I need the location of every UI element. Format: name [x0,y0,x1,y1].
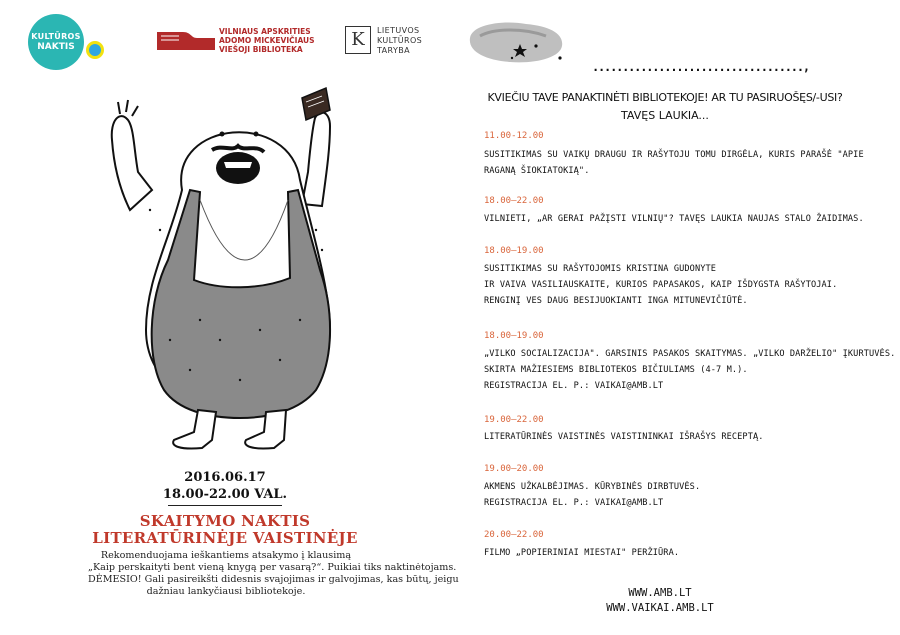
schedule-text: VILNIETI, „AR GERAI PAŽĮSTI VILNIŲ"? TAVĘS LAUKIA NAUJAS STALO ŽAIDIMAS. [484,214,864,224]
website-link[interactable]: WWW.AMB.LT [628,587,692,599]
schedule-text: LITERATŪRINĖS VAISTINĖS VAISTININKAI IŠRAŠYS RECEPTĄ. [484,432,764,442]
schedule-time: 18.00–19.00 [484,331,544,341]
website-link[interactable]: WWW.VAIKAI.AMB.LT [606,602,714,614]
invite-heading: KVIEČIU TAVE PANAKTINĖTI BIBLIOTEKOJE! AR TU PASIRUOŠĘS/-USI? [487,91,843,104]
event-time: 18.00-22.00 VAL. [162,487,288,502]
description-line: „Kaip perskaityti bent vieną knygą per vasarą?“. Puikiai tiks naktinėtojams. [88,562,457,573]
library-book-logo-icon [157,30,215,52]
schedule-text: REGISTRACIJA EL. P.: VAIKAI@AMB.LT [484,498,664,508]
event-title-line-2: LITERATŪRINĖJE VAISTINĖJE [92,529,358,547]
description-line: DĖMESIO! Gali pasireikšti didesnis svajojimas ir galvojimas, kas būtų, jeigu [88,574,459,585]
description-line: Rekomenduojama ieškantiems atsakymo į klausimą [100,550,352,561]
divider [168,505,282,506]
library-name: VILNIAUS APSKRITIES ADOMO MICKEVIČIAUS VIEŠOJI BIBLIOTEKA [219,27,315,54]
schedule-text: AKMENS UŽKALBĖJIMAS. KŪRYBINĖS DIRBTUVĖS. [484,482,701,492]
moon-icon [86,41,104,59]
description-line: dažniau lankyčiausi bibliotekoje. [146,586,306,597]
schedule-text: SKIRTA MAŽIESIEMS BIBLIOTEKOS BIČIULIAMS (4-7 M.). [484,365,748,375]
monster-reading-illustration [90,80,390,465]
greeting-blank-line: ..................................., [592,60,809,74]
schedule-text: RAGANĄ ŠIOKIATOKIĄ". [484,166,590,176]
schedule-text: „VILKO SOCIALIZACIJA". GARSINIS PASAKOS SKAITYMAS. „VILKO DARŽELIO" ĮKURTUVĖS. [484,349,896,359]
schedule-text: IR VAIVA VASILIAUSKAITE, KURIOS PAPASAKOS, KAIP IŠDYGSTA RAŠYTOJAI. [484,280,838,290]
logo-text-line: NAKTIS [37,42,75,52]
schedule-time: 19.00–22.00 [484,415,544,425]
schedule-text: SUSITIKIMAS SU RAŠYTOJOMIS KRISTINA GUDONYTE [484,264,717,274]
culture-council-logo-icon: K [345,26,371,54]
logo-text-line: KULTŪROS [31,32,81,41]
culture-council-name: LIETUVOS KULTŪROS TARYBA [377,26,423,55]
schedule-time: 20.00–22.00 [484,530,544,540]
event-date: 2016.06.17 [184,470,266,485]
kulturos-naktis-logo [28,14,84,70]
event-description [88,550,459,598]
schedule-text: RENGINĮ VES DAUG BESIJUOKIANTI INGA MITUNEVIČIŪTĖ. [484,296,748,306]
schedule-time: 19.00–20.00 [484,464,544,474]
schedule-text: SUSITIKIMAS SU VAIKŲ DRAUGU IR RAŠYTOJU TOMU DIRGĖLA, KURIS PARAŠĖ "APIE [484,150,864,160]
night-sky-splat-icon [464,16,568,68]
schedule-text: FILMO „POPIERINIAI MIESTAI" PERŽIŪRA. [484,548,680,558]
schedule-time: 11.00-12.00 [484,131,544,141]
schedule-time: 18.00–22.00 [484,196,544,206]
schedule-text: REGISTRACIJA EL. P.: VAIKAI@AMB.LT [484,381,664,391]
schedule-time: 18.00–19.00 [484,246,544,256]
invite-subheading: TAVĘS LAUKIA... [621,109,709,122]
event-title-line-1: SKAITYMO NAKTIS [139,512,311,530]
